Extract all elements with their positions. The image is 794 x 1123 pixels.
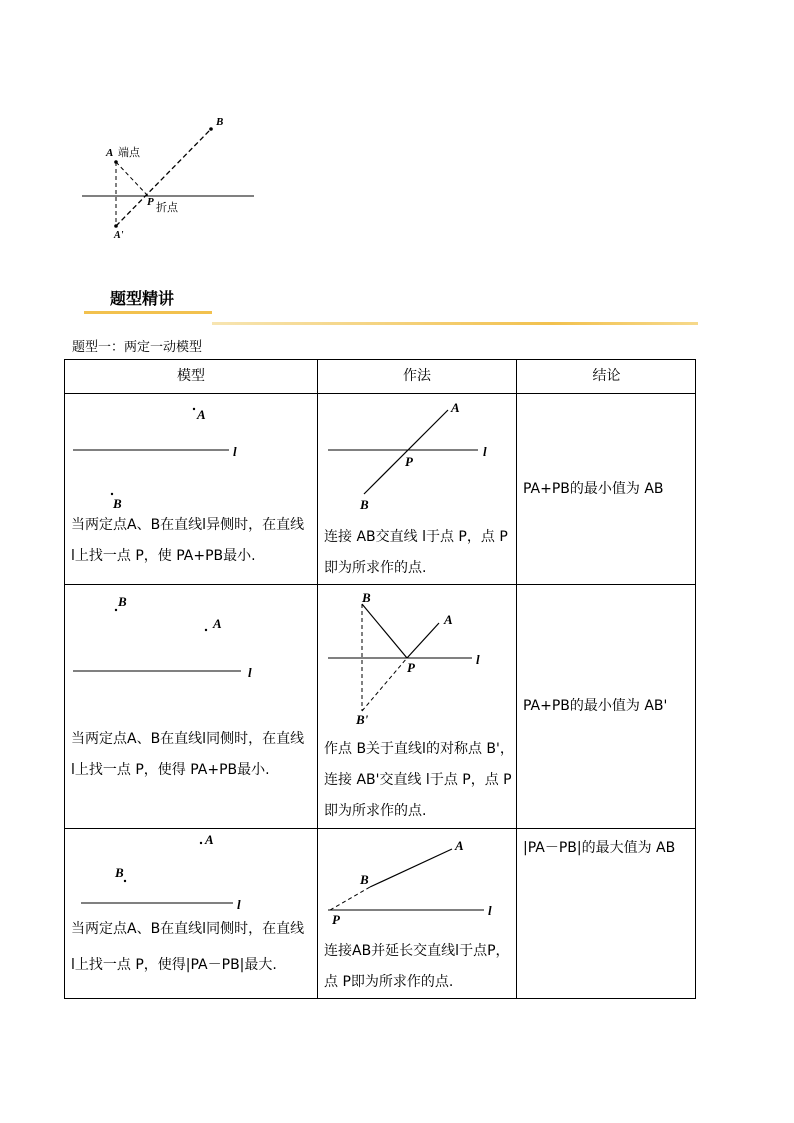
label-p: P [147,196,154,208]
header-method: 作法 [403,368,431,384]
label-p: P [407,660,415,675]
label-a: A [106,147,114,159]
row1-method-line1: 连接 AB交直线 l于点 P，点 P [324,529,508,545]
row2-method-line3: 即为所求作的点. [324,803,427,819]
label-p: P [405,454,413,469]
label-l: l [488,903,492,918]
section-heading: 题型精讲 [110,289,175,308]
label-l: l [233,444,237,459]
heading-underline [84,311,212,314]
row2-method-line1: 作点 B关于直线l的对称点 B'， [324,741,514,757]
label-a: A [455,838,464,853]
label-b: B [115,865,124,880]
model-table [64,359,696,999]
row1-model-figure [65,394,317,514]
row1-method-line2: 即为所求作的点. [324,560,427,576]
label-p: P [332,912,340,927]
row3-model-line1: 当两定点A、B在直线l同侧时，在直线 [71,921,305,937]
label-b: B [360,872,369,887]
label-b: B [118,594,127,609]
row2-method-line2: 连接 AB'交直线 l于点 P，点 P [324,772,512,788]
row1-method-figure [318,394,516,514]
label-p-note: 折点 [156,201,178,214]
row1-model-line1: 当两定点A、B在直线l异侧时，在直线 [71,517,305,533]
row3-method-line1: 连接AB并延长交直线l于点P， [324,943,510,959]
header-model: 模型 [177,368,205,384]
label-b: B [113,496,122,511]
label-l: l [476,652,480,667]
label-l: l [248,665,252,680]
label-a: A [444,612,453,627]
row2-model-line2: l上找一点 P，使得 PA+PB最小. [71,762,270,778]
label-b: B [362,590,371,605]
label-l: l [483,444,487,459]
header-conclusion: 结论 [592,368,621,384]
label-l: l [237,897,241,912]
row3-model-line2: l上找一点 P，使得|PA－PB|最大. [71,957,277,973]
row3-model-figure [65,829,317,912]
row2-model-line1: 当两定点A、B在直线l同侧时，在直线 [71,731,305,747]
label-a: A [213,616,222,631]
row1-model-line2: l上找一点 P，使 PA+PB最小. [71,548,256,564]
label-b-prime: B' [356,712,369,727]
label-b: B [360,497,369,512]
label-a-note: 端点 [118,146,140,159]
row2-conclusion: PA+PB的最小值为 AB' [523,698,668,714]
label-a-prime: A' [114,230,124,241]
label-a: A [451,400,460,415]
row2-method-figure [318,585,516,727]
row3-method-line2: 点 P即为所求作的点. [324,974,454,990]
row1-conclusion: PA+PB的最小值为 AB [523,481,664,497]
row3-conclusion: |PA－PB|的最大值为 AB [523,840,676,856]
reflection-figure [70,110,270,240]
label-a: A [205,832,214,847]
label-a: A [197,407,206,422]
row2-model-figure [65,585,317,695]
row3-method-figure [318,829,516,927]
subtitle: 题型一：两定一动模型 [72,340,203,355]
gold-rule [212,322,698,325]
label-b: B [216,116,224,128]
